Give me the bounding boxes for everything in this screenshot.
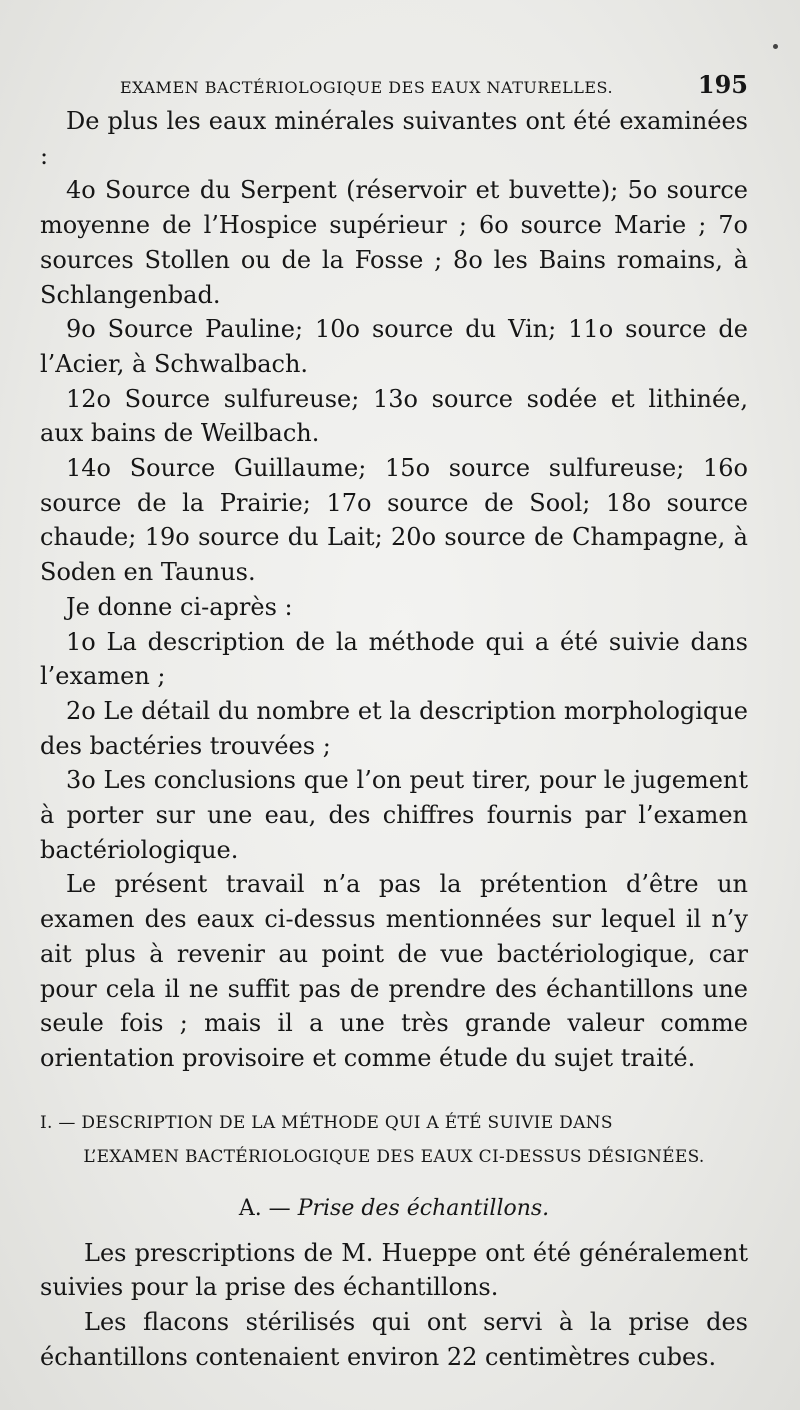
paragraph: 3o Les conclusions que l’on peut tirer, pour le jugement à porter sur une eau, des chiffres fournis par l’examen bactériologique. [40,766,748,864]
section-heading-line-2: L’EXAMEN BACTÉRIOLOGIQUE DES EAUX CI-DESSUS DÉSIGNÉES. [83,1146,705,1167]
subsection-title: Prise des échantillons. [297,1195,550,1221]
running-head-title: EXAMEN BACTÉRIOLOGIQUE DES EAUX NATURELLES. [120,78,614,97]
paragraph: 9o Source Pauline; 10o source du Vin; 11o source de l’Acier, à Schwalbach. [40,315,748,378]
paragraph: Le présent travail n’a pas la prétention d’être un examen des eaux ci-dessus mentionnées sur lequel il n’y ait plus à revenir au point de vue bactériologique, car pour cela il ne suffit pas de prendre des échantillons une seule fois ; mais il a une très grande valeur comme orientation provisoire et comme étude du sujet traité. [40,870,748,1072]
paragraph: 12o Source sulfureuse; 13o source sodée et lithinée, aux bains de Weilbach. [40,384,748,448]
running-head [40,0,748,104]
paragraph: Je donne ci-après : [66,592,293,621]
paragraph: 1o La description de la méthode qui a été suivie dans l’examen ; [40,627,748,691]
paragraph: 4o Source du Serpent (réservoir et buvette); 5o source moyenne de l’Hospice supérieur ; 6o source Marie ; 7o sources Stollen ou de la Fosse ; 8o les Bains romains, à Schlangenbad. [40,176,748,309]
subsection-heading [40,1192,748,1226]
subsection-prefix: A. — [238,1195,298,1221]
paragraph: 14o Source Guillaume; 15o source sulfureuse; 16o source de la Prairie; 17o source de Sool; 18o source chaude; 19o source du Lait; 20o source de Champagne, à Soden en Taunus. [40,454,748,587]
body-text-continued [40,1236,748,1375]
section-heading [40,1106,748,1174]
body-text [40,104,748,1076]
ink-speck [773,44,778,49]
section-heading-line-1: I. — DESCRIPTION DE LA MÉTHODE QUI A ÉTÉ SUIVIE DANS [40,1112,613,1133]
paragraph: Les flacons stérilisés qui ont servi à la prise des échantillons contenaient environ 22 centimètres cubes. [40,1308,748,1371]
paragraph: Les prescriptions de M. Hueppe ont été généralement suivies pour la prise des échantillons. [40,1238,748,1302]
paragraph: 2o Le détail du nombre et la description morphologique des bactéries trouvées ; [40,696,748,760]
page-number: 195 [697,70,748,99]
paragraph: De plus les eaux minérales suivantes ont été examinées : [40,107,748,170]
